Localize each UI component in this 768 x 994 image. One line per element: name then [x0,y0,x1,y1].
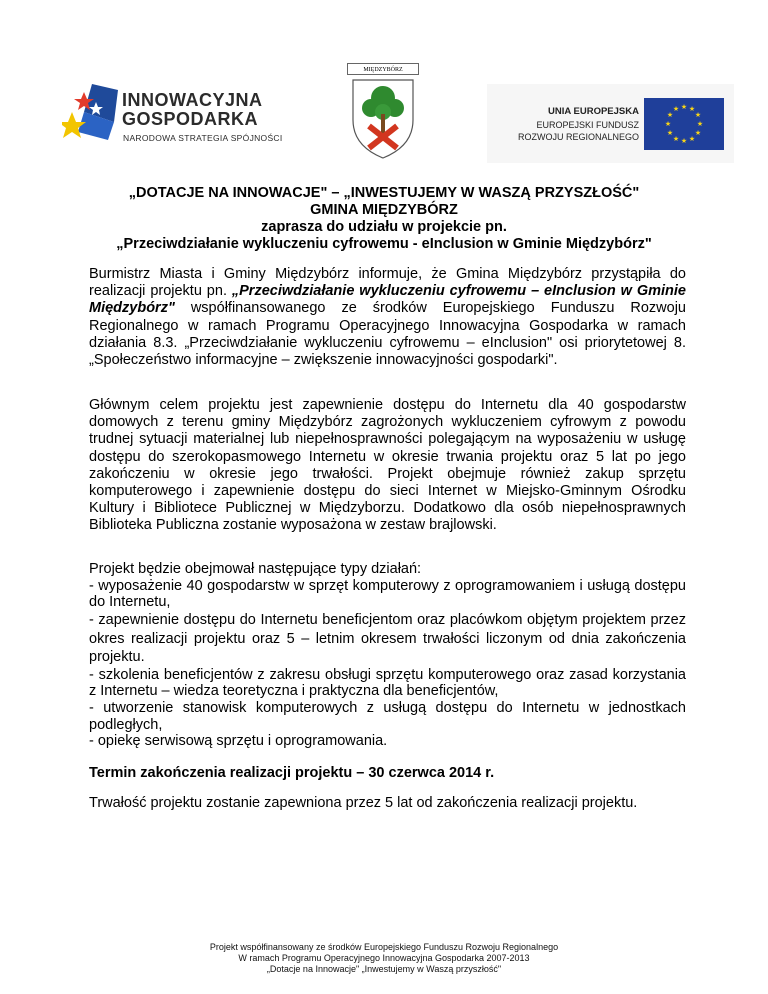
deadline-text: Termin zakończenia realizacji projektu – 30 czerwca 2014 r. [89,765,495,781]
intro-project-title: „Przeciwdziałanie wykluczeniu cyfrowemu – eInclusion w Gminie Międzybórz" [89,283,686,317]
logo-text-innowacyjna: INNOWACYJNA [122,90,263,110]
svg-text:★: ★ [664,120,672,128]
svg-text:★: ★ [688,105,696,113]
svg-text:★: ★ [672,135,680,143]
svg-text:★: ★ [666,111,674,119]
svg-text:★: ★ [666,129,674,137]
innowacyjna-gospodarka-logo [62,78,302,154]
footer-line-3: „Dotacje na Innowacje" „Inwestujemy w Waszą przyszłość" [266,964,502,974]
goal-paragraph: Głównym celem projektu jest zapewnienie dostępu do Internetu dla 40 gospodarstw domowych z terenu gminy Międzybórz zagrożonych wykluczeniem cyfrowym z powodu trudnej sytuacji materialnej lub niepełnosprawności polegającym na wyposażeniu w usługę dostępu do szerokopasmowego Internetu w okresie trwania projektu oraz 5 lat po jego zakończeniu w okresie jego trwałości. Projekt obejmuje również zakup sprzętu komputerowego i zapewnienie dostępu do sieci Internet w Miejsko-Gminnym Ośrodku Kultury i Bibliotece Publicznej w Międzyborzu. Dodatkowo dla osób niepełnosprawnych Biblioteka Publiczna zostanie wyposażona w zestaw brajlowski. [89,397,686,534]
svg-text:★: ★ [680,137,688,145]
footer-line-1: Projekt współfinansowany ze środków Europejskiego Funduszu Rozwoju Regionalnego [209,942,559,952]
action-item: - wyposażenie 40 gospodarstw w sprzęt komputerowy z oprogramowaniem i usługą dostępu do Internetu, [89,577,686,611]
footer-line-2: W ramach Programu Operacyjnego Innowacyjna Gospodarka 2007-2013 [238,953,530,963]
svg-text:★: ★ [694,129,702,137]
eu-text-union: UNIA EUROPEJSKA [548,106,639,117]
subheading-gmina: GMINA MIĘDZYBÓRZ [310,202,458,218]
logo-text-gospodarka: GOSPODARKA [122,109,259,129]
svg-text:★: ★ [680,103,688,111]
star-flag-icon [62,82,120,146]
svg-text:★: ★ [688,135,696,143]
coat-of-arms-icon [347,76,419,160]
eu-text-fund: EUROPEJSKI FUNDUSZ [536,120,639,130]
subheading-invite: zaprasza do udziału w projekcie pn. [261,219,507,235]
coat-label: MIĘDZYBÓRZ [347,63,419,75]
logo-text-strategy: NARODOWA STRATEGIA SPÓJNOŚCI [123,133,283,143]
project-title-heading: „Przeciwdziałanie wykluczeniu cyfrowemu - eInclusion w Gminie Międzybórz" [116,236,652,252]
main-heading: „DOTACJE NA INNOWACJE" – „INWESTUJEMY W WASZĄ PRZYSZŁOŚĆ" [128,185,640,201]
action-item: - szkolenia beneficjentów z zakresu obsługi sprzętu komputerowego oraz zasad korzystania z Internetu – wiedza teoretyczna i praktyczna dla beneficjentów, [89,666,686,700]
svg-text:★: ★ [694,111,702,119]
eu-text-regional: ROZWOJU REGIONALNEGO [517,132,639,142]
eu-fund-logo [487,84,734,163]
eu-flag-icon [644,98,724,150]
intro-paragraph [89,266,686,369]
action-item: - zapewnienie dostępu do Internetu beneficjentom oraz placówkom objętym projektem przez okres realizacji projektu oraz 5 – letnim okresem trwałości liczonym od dnia zakończenia projektu. [89,612,686,666]
intro-text-2: współfinansowanego ze środków Europejskiego Funduszu Rozwoju Regionalnego w ramach Programu Operacyjnego Innowacyjna Gospodarka w ramach działania 8.3. „Przeciwdziałanie wykluczeniu cyfrowemu – eInclusion" osi priorytetowej 8. „Społeczeństwo informacyjne – zwiększenie innowacyjności gospodarki". [89,300,686,369]
durability-text: Trwałość projektu zostanie zapewniona przez 5 lat od zakończenia realizacji projektu. [89,795,638,811]
actions-section [89,561,686,750]
action-item: - utworzenie stanowisk komputerowych z usługą dostępu do Internetu w jednostkach podległych, [89,700,686,733]
intro-text-1: Burmistrz Miasta i Gminy Międzybórz informuje, że Gmina Międzybórz przystąpiła do realizacji projektu pn. [89,266,686,300]
miedzyborz-coat-of-arms [347,63,419,160]
action-item: - opiekę serwisową sprzętu i oprogramowania. [89,733,388,750]
svg-text:★: ★ [672,105,680,113]
actions-intro: Projekt będzie obejmował następujące typy działań: [89,561,422,577]
svg-text:★: ★ [696,120,704,128]
